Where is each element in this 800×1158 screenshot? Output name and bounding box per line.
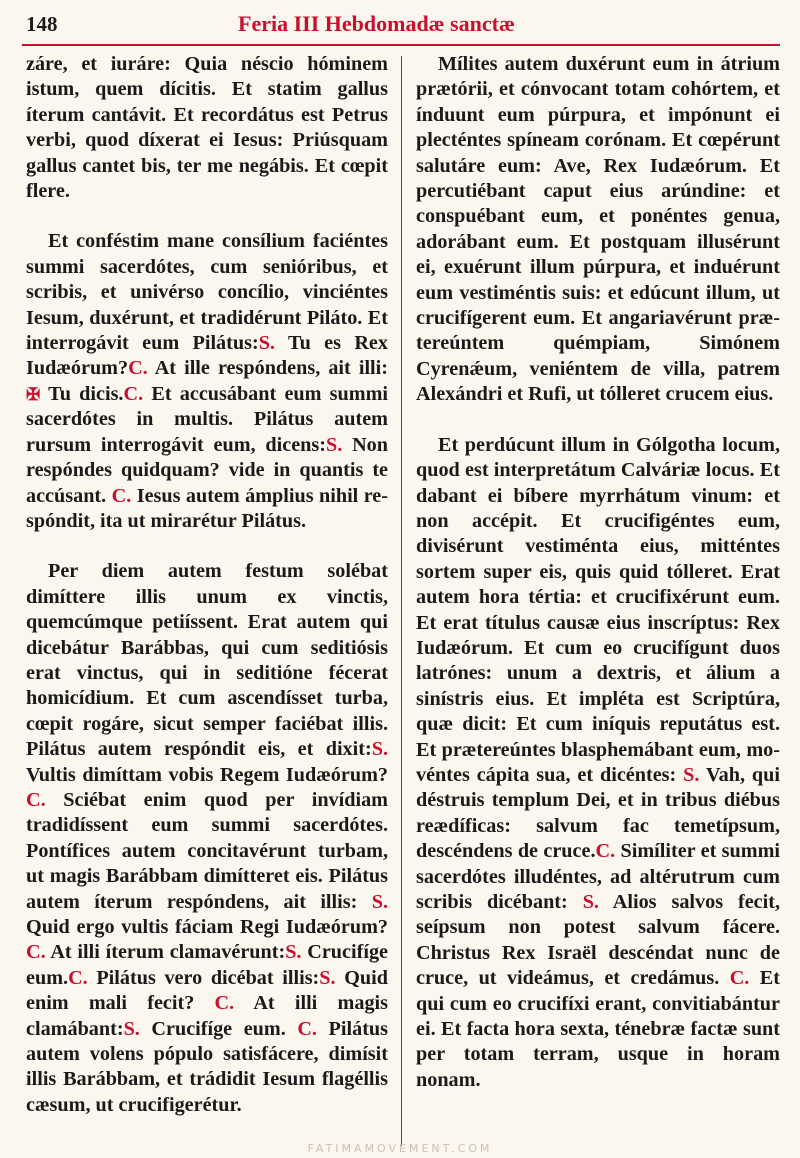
paragraph: Et perdúcunt illum in Gólgotha locum, quod est interpretátum Calváriæ locus. Et dabant ei bíbere myrrhátum vinum: et non accépit. Et crucifigéntes eum, divisérunt vestiménta eius, mitténtes sortem super eis, quis quid tólleret. Erat autem hora tértia: et crucifixérunt eum. Et erat títulus causæ eius inscríptus: Rex Iudæórum. Et cum eo crucifígunt duos latrónes: unum a dextris, et álium a sinístris eius. Et impléta est Scriptúra, quæ dicit: Et cum iníquis reputátus est. Et prætereúntes blasphemábant eum, movéntes cápita sua, et dicéntes: S. Vah, qui déstruis templum Dei, et in tribus diébus reædíficas: salvum fac temetípsum, descéndens de cruce.C. Simíliter et summi sacerdótes illudéntes, ad altérutrum cum scribis dicébant: S. Alios salvos fecit, seípsum non potest salvum fácere. Christus Rex Israël descéndat nunc de cruce, ut videámus, et credámus. C. Et qui cum eo crucifíxi erant, convitiabántur ei. Et facta hora sexta, ténebræ factæ sunt per totam terram, usque in horam nonam.: [416, 433, 781, 1091]
speaker-c-marker: C.: [26, 941, 46, 964]
speaker-c-marker: C.: [68, 966, 88, 989]
cross-icon: ✠: [26, 384, 41, 404]
speaker-s-marker: S.: [285, 941, 302, 964]
watermark: FATIMAMOVEMENT.COM: [307, 1142, 493, 1155]
speaker-c-marker: C.: [128, 357, 148, 380]
paragraph: záre, et iuráre: Quia néscio hóminem istum, quem dícitis. Et statim gallus íterum cantávit. Et recordátus est Petrus verbi, quod díxerat ei Iesus: Priúsquam gallus cantet bis, ter me negábis. Et cœpit flere.: [26, 53, 388, 203]
speaker-s-marker: S.: [123, 1017, 140, 1040]
header-rule: [22, 44, 780, 46]
speaker-s-marker: S.: [258, 332, 275, 355]
speaker-c-marker: C.: [123, 382, 144, 405]
speaker-c-marker: C.: [729, 967, 750, 990]
speaker-s-marker: S.: [371, 738, 388, 761]
page-number: 148: [26, 12, 58, 36]
paragraph: Et conféstim mane consílium faciéntes summi sacerdótes, cum senióribus, et scribis, et univérso concílio, vinciéntes Iesum, duxérunt, et tradidérunt Piláto. Et interrogávit eum Pilátus:S. Tu es Rex Iudæórum?C. At ille respóndens, ait illi: ✠ Tu dicis.C. Et accusábant eum summi sacerdótes in multis. Pilátus autem rursum interrogávit eum, dicens:S. Non respóndes quidquam? vide in quantis te accúsant. C. Iesus autem ámplius nihil respóndit, ita ut mirarétur Pilátus.: [26, 230, 389, 532]
speaker-c-marker: C.: [595, 840, 616, 863]
speaker-s-marker: S.: [582, 891, 599, 913]
speaker-s-marker: S.: [371, 890, 388, 913]
paragraph: Per diem autem festum solébat dimíttere illis unum ex vinctis, quemcúmque petiíssent. Erat autem qui dicebátur Barábbas, qui cum seditiósis erat vinctus, qui in seditióne fécerat homicídium. Et cum ascendísset turba, cœpit rogáre, sicut semper faciébat illis. Pilátus autem respóndit eis, et dixit:S. Vultis dimíttam vobis Regem Iudæórum? C. Sciébat enim quod per invídiam tradidíssent eum summi sacerdótes. Pontífices autem concitavérunt turbam, ut magis Barábbam dimítteret eis. Pilátus autem íterum respóndens, ait illis: S. Quid ergo vultis fáciam Regi Iudæórum? C. At illi íterum clamavérunt:S. Crucifíge eum.C. Pilátus vero dicébat illis:S. Quid enim mali fecit? C. At illi magis clamábant:S. Crucifíge eum. C. Pilátus autem volens pópulo satisfácere, dimísit illis Barábbam, et trádidit Iesum flagéllis cæsum, ut crucifigerétur.: [26, 560, 389, 1116]
speaker-s-marker: S.: [319, 966, 336, 989]
page-header: [0, 0, 800, 44]
paragraph: Mílites autem duxérunt eum in átrium prætórii, et cónvocant totam cohórtem, et índuunt eum púrpura, et impónunt ei plecténtes spíneam corónam. Et cœpérunt salutáre eum: Ave, Rex Iudæórum. Et percutiébant caput eius arúndine: et conspuébant eum, et ponéntes genua, adorábant eum. Et postquam illusérunt ei, exuérunt illum púrpura, et induérunt eum vestiméntis suis: et edúcunt illum, ut crucifígerent eum. Et angariavérunt prætereúntem quémpiam, Simónem Cyrenǽum, veniéntem de villa, patrem Alexándri et Rufi, ut tólleret crucem eius.: [416, 53, 780, 406]
left-column: [26, 52, 388, 1118]
speaker-s-marker: S.: [325, 433, 343, 456]
running-title: Feria III Hebdomadæ sanctæ: [238, 11, 515, 36]
column-divider: [401, 56, 402, 1146]
speaker-c-marker: C.: [214, 992, 235, 1015]
speaker-s-marker: S.: [683, 763, 700, 786]
right-column: [416, 52, 780, 1093]
speaker-c-marker: C.: [297, 1017, 317, 1040]
speaker-c-marker: C.: [26, 788, 46, 811]
speaker-c-marker: C.: [111, 484, 132, 507]
